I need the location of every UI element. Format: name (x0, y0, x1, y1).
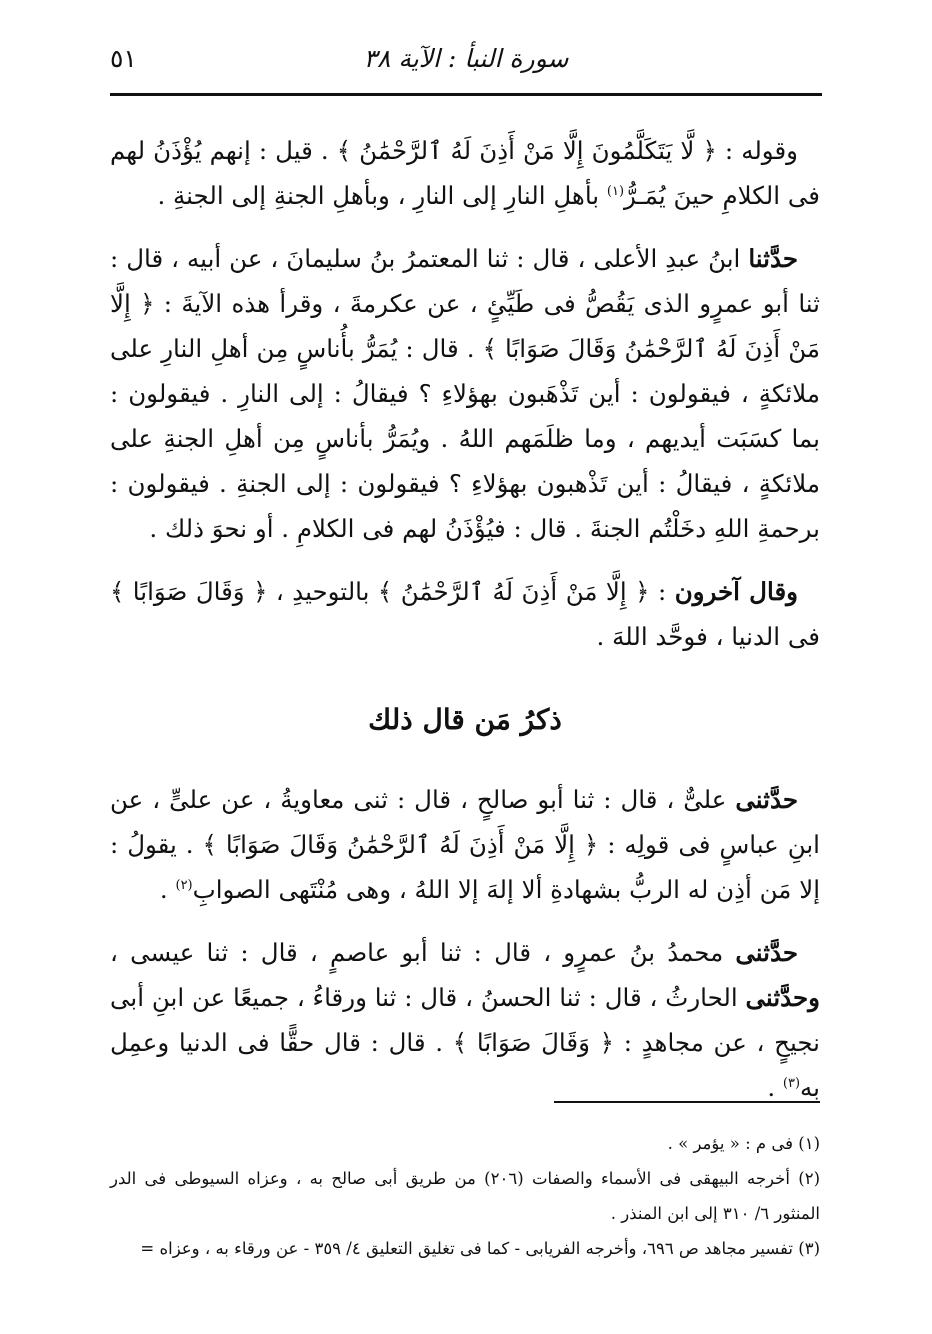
main-text (110, 128, 820, 1110)
footnote-2: (٢) أخرجه البيهقى فى الأسماء والصفات (٢٠٦) من طريق أبى صالح به ، وعزاه السيوطى فى الدر المنثور ٦/ ٣١٠ إلى ابن المنذر . (110, 1169, 820, 1223)
footnotes (110, 1126, 820, 1266)
section-heading: ذكرُ مَن قال ذلك (368, 703, 562, 736)
isnad-lead: حدَّثنى (735, 938, 798, 967)
paragraph-text: محمدُ بنُ عمرٍو ، قال : ثنا أبو عاصمٍ ، قال : ثنا عيسى ، (110, 938, 736, 967)
paragraph-text-2: الحارثُ ، قال : ثنا الحسنُ ، قال : ثنا ورقاءُ ، جميعًا عن ابنِ أبى نجيحٍ ، عن مجاهدٍ : ﴿ وَقَالَ صَوَابًا ﴾ . قال : قال حقًّا فى الدنيا وعمِل به (110, 983, 820, 1102)
paragraph-5 (110, 930, 820, 1110)
paragraph-text: ابنُ عبدِ الأعلى ، قال : ثنا المعتمرُ بنُ سليمانَ ، عن أبيه ، قال : ثنا أبو عمرٍو الذى يَقُصُّ فى طَيِّئٍ ، عن عكرمةَ ، وقرأ هذه الآيةَ : ﴿ إِلَّا مَنْ أَذِنَ لَهُ ٱلرَّحْمَٰنُ وَقَالَ صَوَابًا ﴾ . قال : يُمَرُّ بأُناسٍ مِن أهلِ النارِ على ملائكةٍ ، فيقولون : أين تَذْهَبون بهؤلاءِ ؟ فيقالُ : إلى النارِ . فيقولون : بما كسَبَت أيديهم ، وما ظلَمَهم اللهُ . ويُمَرُّ بأناسٍ مِن أهلِ الجنةِ على ملائكةٍ ، فيقالُ : أين تَذْهبون بهؤلاءِ ؟ فيقولون : إلى الجنةِ . فيقولون : برحمةِ اللهِ دخَلْتُم الجنةَ . قال : فيُؤْذَنُ لهم فى الكلامِ . أو نحوَ ذلك . (110, 244, 820, 543)
paragraph-1 (110, 128, 820, 218)
isnad-lead: حدَّثنا (748, 244, 798, 273)
paragraph-tail: بأهلِ النارِ إلى النارِ ، وبأهلِ الجنةِ إلى الجنةِ . (157, 181, 607, 210)
paragraph-4 (110, 777, 820, 912)
paragraph-3 (110, 569, 820, 659)
header-title: سورة النبأ : الآية ٣٨ (363, 44, 569, 73)
footnote-marker: (٣) (782, 1075, 801, 1091)
paragraph-text: علىٌّ ، قال : ثنا أبو صالحٍ ، قال : ثنى معاويةُ ، عن علىٍّ ، عن ابنِ عباسٍ فى قولِه : ﴿ إِلَّا مَنْ أَذِنَ لَهُ ٱلرَّحْمَٰنُ وَقَالَ صَوَابًا ﴾ . يقولُ : إلا مَن أذِن له الربُّ بشهادةِ ألا إلهَ إلا اللهُ ، وهى مُنْتَهى الصوابِ (110, 785, 820, 904)
isnad-lead-2: وحدَّثنى (745, 983, 820, 1012)
footnote-marker: (١) (606, 183, 625, 199)
paragraph-text: وقوله : ﴿ لَّا يَتَكَلَّمُونَ إِلَّا مَنْ أَذِنَ لَهُ ٱلرَّحْمَٰنُ ﴾ . قيل : إنهم يُؤْذَنُ لهم فى الكلامِ حينَ يُمَـرُّ (110, 136, 820, 210)
footnote-3: (٣) تفسير مجاهد ص ٦٩٦، وأخرجه الفريابى - كما فى تغليق التعليق ٤/ ٣٥٩ - عن ورقاء به ، وعزاه = (140, 1239, 820, 1258)
isnad-lead: حدَّثنى (735, 785, 798, 814)
paragraph-2 (110, 236, 820, 551)
running-header (110, 40, 822, 80)
page-number: ٥١ (110, 44, 137, 73)
footnote-rule (554, 1101, 820, 1103)
paragraph-tail: . (159, 875, 176, 904)
header-rule (110, 93, 822, 96)
footnote-marker: (٢) (175, 877, 193, 893)
isnad-lead: وقال آخرون (674, 577, 798, 606)
paragraph-tail: . (767, 1073, 783, 1102)
footnote-1: (١) فى م : « يؤمر » . (667, 1134, 820, 1153)
paragraph-text: : ﴿ إِلَّا مَنْ أَذِنَ لَهُ ٱلرَّحْمَٰنُ ﴾ بالتوحيدِ ، ﴿ وَقَالَ صَوَابًا ﴾ فى الدنيا ، فوحَّد اللهَ . (110, 577, 820, 651)
